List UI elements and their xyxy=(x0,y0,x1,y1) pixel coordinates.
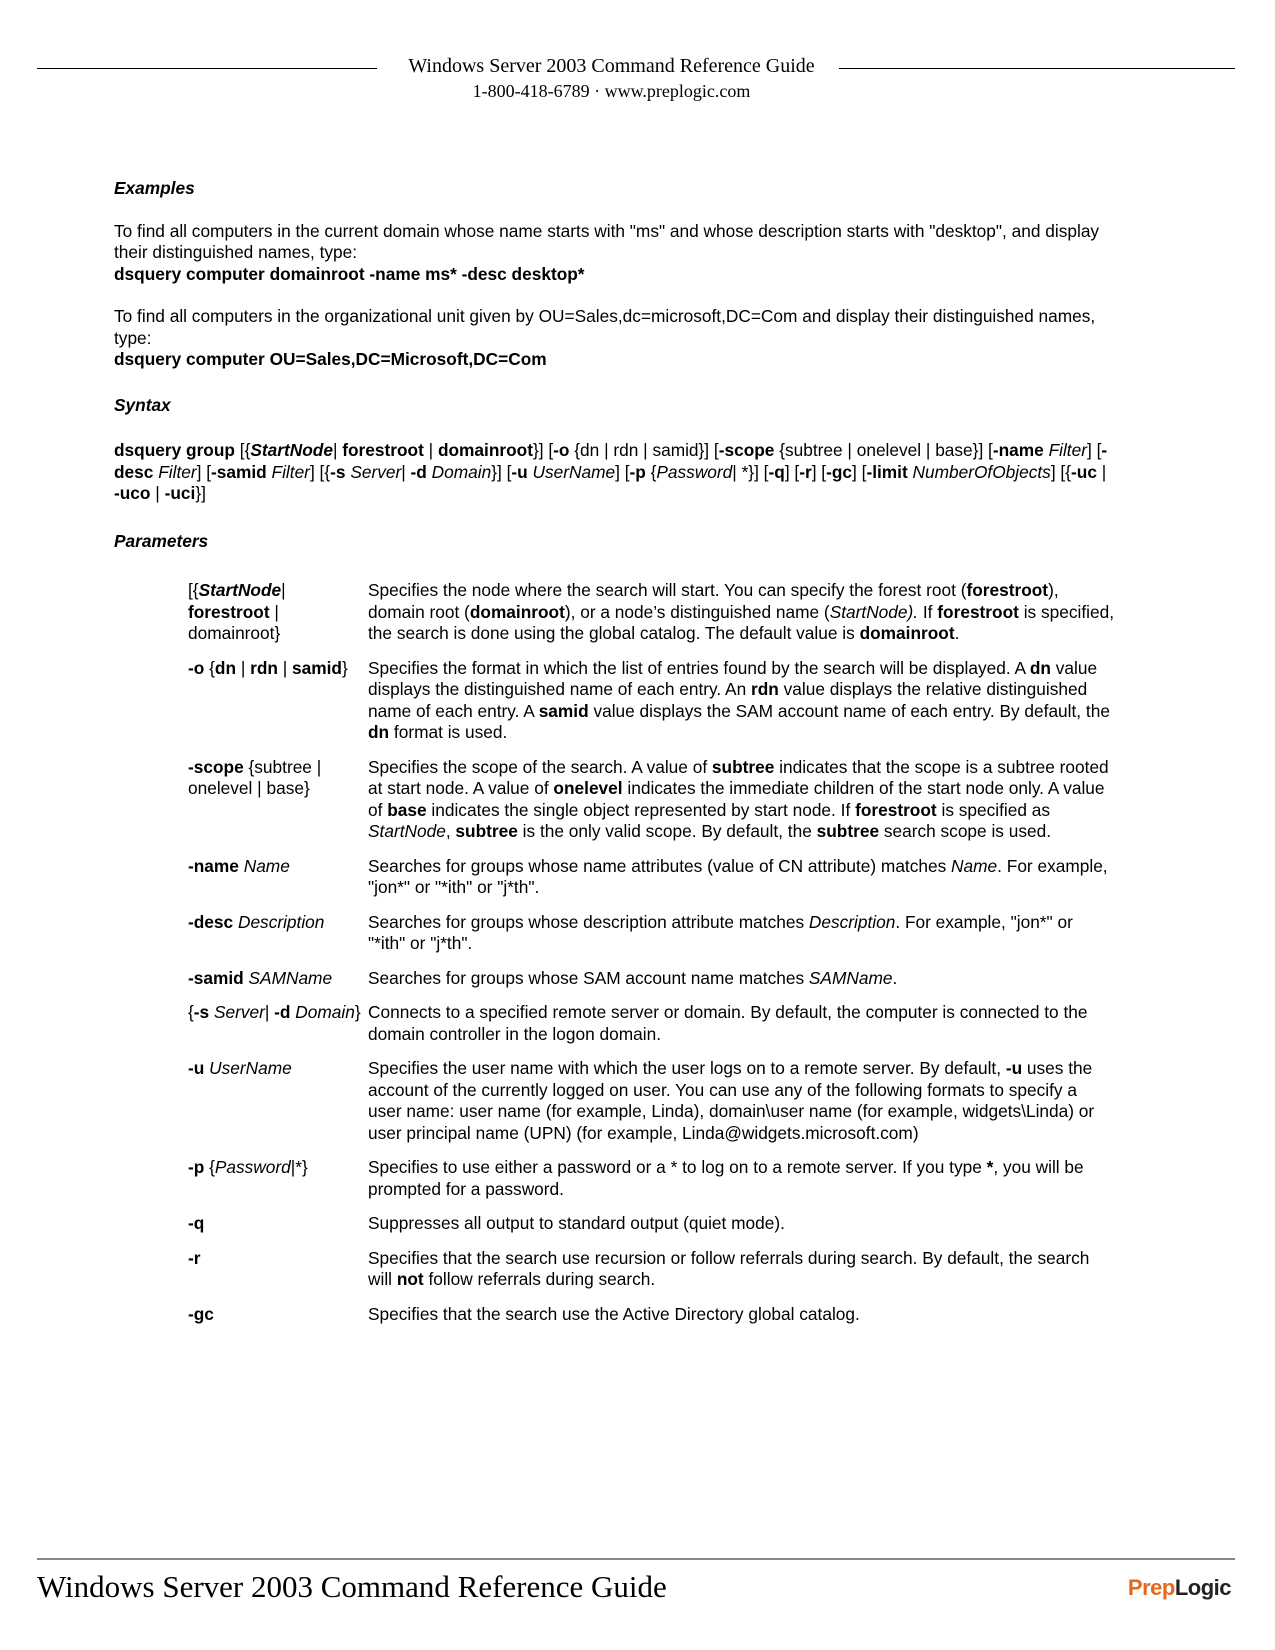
text-run: forestroot xyxy=(937,601,1019,622)
text-run: -r xyxy=(188,1247,201,1268)
text-run: -scope xyxy=(718,440,775,460)
parameter-row xyxy=(188,658,1114,744)
example-description: To find all computers in the organizational unit given by OU=Sales,dc=microsoft,DC=Com and display their distinguished names, type: xyxy=(114,306,1096,348)
header-rule-left xyxy=(37,68,377,69)
syntax-line xyxy=(114,440,1114,505)
text-run: -p xyxy=(188,1157,205,1177)
parameter-row xyxy=(188,912,1114,955)
text-run: -s xyxy=(193,1002,210,1022)
text-run: Searches for groups whose SAM account name matches xyxy=(368,967,809,988)
text-run: . xyxy=(892,967,898,988)
text-run: { xyxy=(204,657,215,678)
text-run: StartNode xyxy=(368,821,446,841)
text-run: Suppresses all output to standard output (quiet mode). xyxy=(368,1213,785,1233)
parameter-row xyxy=(188,757,1114,843)
text-run: | xyxy=(332,440,343,460)
parameter-description xyxy=(368,856,1114,899)
parameter-description xyxy=(368,912,1114,955)
text-run: |*} xyxy=(290,1157,308,1177)
text-run: Domain xyxy=(431,461,492,482)
parameter-name xyxy=(188,1213,368,1235)
text-run: -uc xyxy=(1071,461,1097,482)
text-run: | xyxy=(264,1002,275,1022)
text-run: indicates the immediate children of the start node only. A value of xyxy=(368,778,1105,820)
text-run: SAMName xyxy=(808,967,893,988)
text-run: -u xyxy=(511,461,528,482)
parameter-row xyxy=(188,580,1114,645)
text-run: onelevel xyxy=(553,778,623,798)
parameter-description xyxy=(368,1213,1114,1235)
parameter-name xyxy=(188,968,368,990)
text-run: is specified as xyxy=(936,799,1051,820)
text-run: Server xyxy=(213,1002,265,1022)
text-run: -u xyxy=(188,1058,205,1078)
text-run: -o xyxy=(553,440,570,460)
text-run: not xyxy=(396,1269,424,1289)
parameter-description xyxy=(368,757,1114,843)
text-run: . For example, "jon*" or "*ith" or "j*th". xyxy=(368,911,1073,953)
parameters-heading: Parameters xyxy=(114,530,209,551)
text-run: subtree xyxy=(816,821,880,841)
footer-rule xyxy=(37,1558,1235,1560)
text-run: . For example, "jon*" or "*ith" or "j*th". xyxy=(368,855,1108,897)
text-run: -name xyxy=(188,855,239,876)
parameter-description xyxy=(368,1248,1114,1291)
text-run: dn xyxy=(368,722,390,742)
text-run: Specifies to use either a password or a * to log on to a remote server. If you type xyxy=(368,1157,987,1177)
parameter-name xyxy=(188,757,368,843)
text-run: is the only valid scope. By default, the xyxy=(517,821,817,841)
parameter-description xyxy=(368,580,1114,645)
parameter-row xyxy=(188,1157,1114,1200)
parameter-description xyxy=(368,968,1114,990)
text-run: | xyxy=(281,580,286,600)
text-run: -name xyxy=(992,440,1044,460)
text-run: ] [{ xyxy=(1050,461,1072,482)
text-run: -gc xyxy=(188,1303,214,1324)
text-run: -uco xyxy=(114,483,151,503)
text-run: StartNode xyxy=(250,440,333,460)
parameter-description xyxy=(368,1304,1114,1326)
parameter-row xyxy=(188,968,1114,990)
text-run: Specifies that the search use recursion or follow referrals during search. By default, the search will xyxy=(368,1247,1090,1289)
text-run: -uci xyxy=(164,483,196,503)
text-run: UserName xyxy=(532,461,616,482)
text-run: * xyxy=(986,1157,994,1177)
text-run: | xyxy=(277,657,293,678)
text-run: [{ xyxy=(188,580,199,600)
text-run: -gc xyxy=(826,461,853,482)
text-run: Searches for groups whose name attributes (value of CN attribute) matches xyxy=(368,855,952,876)
text-run: }] xyxy=(195,483,206,503)
text-run: -limit xyxy=(866,461,908,482)
logo-logic-text: Logic xyxy=(1174,1575,1231,1600)
text-run: Specifies the node where the search will start. You can specify the forest root ( xyxy=(368,580,967,600)
header-title: Windows Server 2003 Command Reference Guide xyxy=(408,55,815,77)
text-run: | xyxy=(236,657,251,678)
text-run: follow referrals during search. xyxy=(423,1269,656,1289)
text-run: forestroot xyxy=(188,601,270,622)
text-run: uses the account of the currently logged on user. You can use any of the following formats to specify a user name: user name (for example, Linda), domain\user name (for example, widgets\Linda) or user principal name (UPN) (for example, Linda@widgets.microsoft.com) xyxy=(368,1058,1095,1143)
parameter-row xyxy=(188,1058,1114,1144)
text-run: NumberOfObjects xyxy=(912,461,1051,482)
parameter-description xyxy=(368,1058,1114,1144)
parameters-table xyxy=(188,580,1114,1325)
text-run: } xyxy=(342,657,348,678)
text-run: indicates that the scope is a subtree rooted at start node. A value of xyxy=(368,756,1109,798)
text-run: -u xyxy=(1005,1058,1023,1078)
text-run: Description xyxy=(808,911,896,932)
text-run: samid xyxy=(538,700,589,721)
parameter-row xyxy=(188,856,1114,899)
text-run: -samid xyxy=(211,461,267,482)
text-run: Password xyxy=(656,461,733,482)
footer-title: Windows Server 2003 Command Reference Guide xyxy=(37,1569,667,1604)
text-run: {subtree | onelevel | base}] [ xyxy=(774,440,993,460)
text-run: Specifies the user name with which the user logs on to a remote server. By default, xyxy=(368,1058,1006,1078)
text-run: forestroot xyxy=(966,580,1049,600)
parameter-row xyxy=(188,1304,1114,1326)
text-run: subtree xyxy=(711,756,775,777)
text-run: value displays the relative distinguished name of each entry. A xyxy=(368,679,1088,721)
text-run: Specifies the format in which the list of entries found by the search will be displayed. A xyxy=(368,657,1030,678)
text-run: ] [ xyxy=(615,461,630,482)
parameter-name xyxy=(188,580,368,645)
text-run: forestroot xyxy=(855,799,937,820)
example-2 xyxy=(114,306,1114,371)
text-run: ] [ xyxy=(852,461,867,482)
text-run: dn xyxy=(1029,657,1051,678)
text-run: -desc xyxy=(114,440,1108,482)
parameter-description xyxy=(368,658,1114,744)
text-run: ), or a node’s distinguished name ( xyxy=(564,601,830,622)
text-run: Domain xyxy=(295,1002,355,1022)
text-run: ] [{ xyxy=(309,461,331,482)
text-run: | *}] [ xyxy=(732,461,769,482)
text-run: -d xyxy=(274,1002,291,1022)
text-run: format is used. xyxy=(389,722,508,742)
text-run: -r xyxy=(799,461,812,482)
example-command: dsquery computer domainroot -name ms* -desc desktop* xyxy=(114,263,585,284)
text-run: Searches for groups whose description attribute matches xyxy=(368,911,809,932)
text-run: forestroot xyxy=(342,440,424,460)
text-run: Connects to a specified remote server or domain. By default, the computer is connected to the domain controller in the logon domain. xyxy=(368,1002,1088,1044)
text-run: -samid xyxy=(188,967,244,988)
text-run: Server xyxy=(350,461,402,482)
text-run: , you will be prompted for a password. xyxy=(368,1157,1084,1199)
text-run: Name xyxy=(243,855,290,876)
page-header xyxy=(37,52,1235,112)
text-run: Description xyxy=(237,911,325,932)
text-run: ] [ xyxy=(784,461,800,482)
parameter-name xyxy=(188,1058,368,1144)
text-run: SAMName xyxy=(248,967,333,988)
text-run: subtree xyxy=(455,821,518,841)
text-run: , xyxy=(445,821,456,841)
text-run: ] [ xyxy=(811,461,827,482)
text-run: | domainroot} xyxy=(188,601,281,643)
text-run: | xyxy=(423,440,438,460)
text-run: dsquery group xyxy=(114,440,235,460)
text-run: domainroot xyxy=(469,601,565,622)
text-run: -q xyxy=(768,461,785,482)
text-run: . xyxy=(954,623,960,643)
text-run: { xyxy=(645,461,657,482)
text-run: | xyxy=(150,483,165,503)
text-run: base xyxy=(387,799,427,820)
text-run: { xyxy=(204,1157,215,1177)
text-run: } xyxy=(354,1002,361,1022)
parameter-name xyxy=(188,1304,368,1326)
parameter-row xyxy=(188,1002,1114,1045)
parameter-name xyxy=(188,912,368,955)
text-run: ), domain root ( xyxy=(368,580,1059,622)
header-rule-right xyxy=(839,68,1235,69)
text-run: -o xyxy=(188,657,205,678)
text-run: Filter xyxy=(158,461,197,482)
syntax-heading: Syntax xyxy=(114,394,171,415)
parameter-row xyxy=(188,1248,1114,1291)
example-description: To find all computers in the current domain whose name starts with "ms" and whose description starts with "desktop", and display their distinguished names, type: xyxy=(114,220,1100,262)
parameter-name xyxy=(188,658,368,744)
examples-heading: Examples xyxy=(114,178,195,198)
text-run: is specified, the search is done using the global catalog. The default value is xyxy=(368,601,1114,643)
parameter-name xyxy=(188,1002,368,1045)
text-run: UserName xyxy=(209,1058,292,1078)
text-run: rdn xyxy=(750,679,779,699)
page-content xyxy=(114,178,1114,1338)
text-run: -desc xyxy=(188,911,234,932)
text-run: domainroot xyxy=(859,623,955,643)
text-run: -d xyxy=(410,461,427,482)
parameter-name xyxy=(188,856,368,899)
header-contact: 1-800-418-6789 · www.preplogic.com xyxy=(472,81,751,101)
text-run: Filter xyxy=(1048,440,1087,460)
text-run: -scope xyxy=(188,756,244,777)
text-run: rdn xyxy=(250,657,278,678)
text-run: StartNode xyxy=(198,580,282,600)
example-command: dsquery computer OU=Sales,DC=Microsoft,DC=Com xyxy=(114,349,547,369)
text-run: indicates the single object represented by start node. If xyxy=(426,799,856,820)
text-run: search scope is used. xyxy=(879,821,1052,841)
text-run: [{ xyxy=(234,440,251,460)
example-1 xyxy=(114,221,1114,286)
text-run: dn xyxy=(214,657,237,678)
parameter-description xyxy=(368,1002,1114,1045)
text-run: StartNode). xyxy=(829,601,919,622)
text-run: Filter xyxy=(271,461,310,482)
logo-prep-text: Prep xyxy=(1127,1575,1175,1600)
text-run: ] [ xyxy=(196,461,212,482)
text-run: ] [ xyxy=(1086,440,1102,460)
text-run: | xyxy=(401,461,411,482)
text-run: Password xyxy=(214,1157,291,1177)
parameter-name xyxy=(188,1248,368,1291)
text-run: }] [ xyxy=(532,440,554,460)
text-run: | xyxy=(1096,461,1107,482)
parameter-description xyxy=(368,1157,1114,1200)
text-run: -s xyxy=(330,461,346,482)
preplogic-logo xyxy=(1128,1575,1231,1601)
text-run: domainroot xyxy=(437,440,533,460)
text-run: {dn | rdn | samid}] [ xyxy=(569,440,719,460)
text-run: -q xyxy=(188,1213,205,1233)
text-run: Specifies that the search use the Active Directory global catalog. xyxy=(368,1303,860,1324)
text-run: -p xyxy=(629,461,646,482)
text-run: }] [ xyxy=(491,461,512,482)
text-run: {subtree | onelevel | base} xyxy=(188,756,322,798)
text-run: Specifies the scope of the search. A value of xyxy=(368,756,712,777)
text-run: value displays the distinguished name of each entry. An xyxy=(368,657,1098,699)
text-run: If xyxy=(918,601,938,622)
parameter-name xyxy=(188,1157,368,1200)
parameter-row xyxy=(188,1213,1114,1235)
text-run: value displays the SAM account name of each entry. By default, the xyxy=(588,700,1110,721)
text-run: { xyxy=(188,1002,194,1022)
text-run: Name xyxy=(951,855,998,876)
text-run: samid xyxy=(292,657,342,678)
